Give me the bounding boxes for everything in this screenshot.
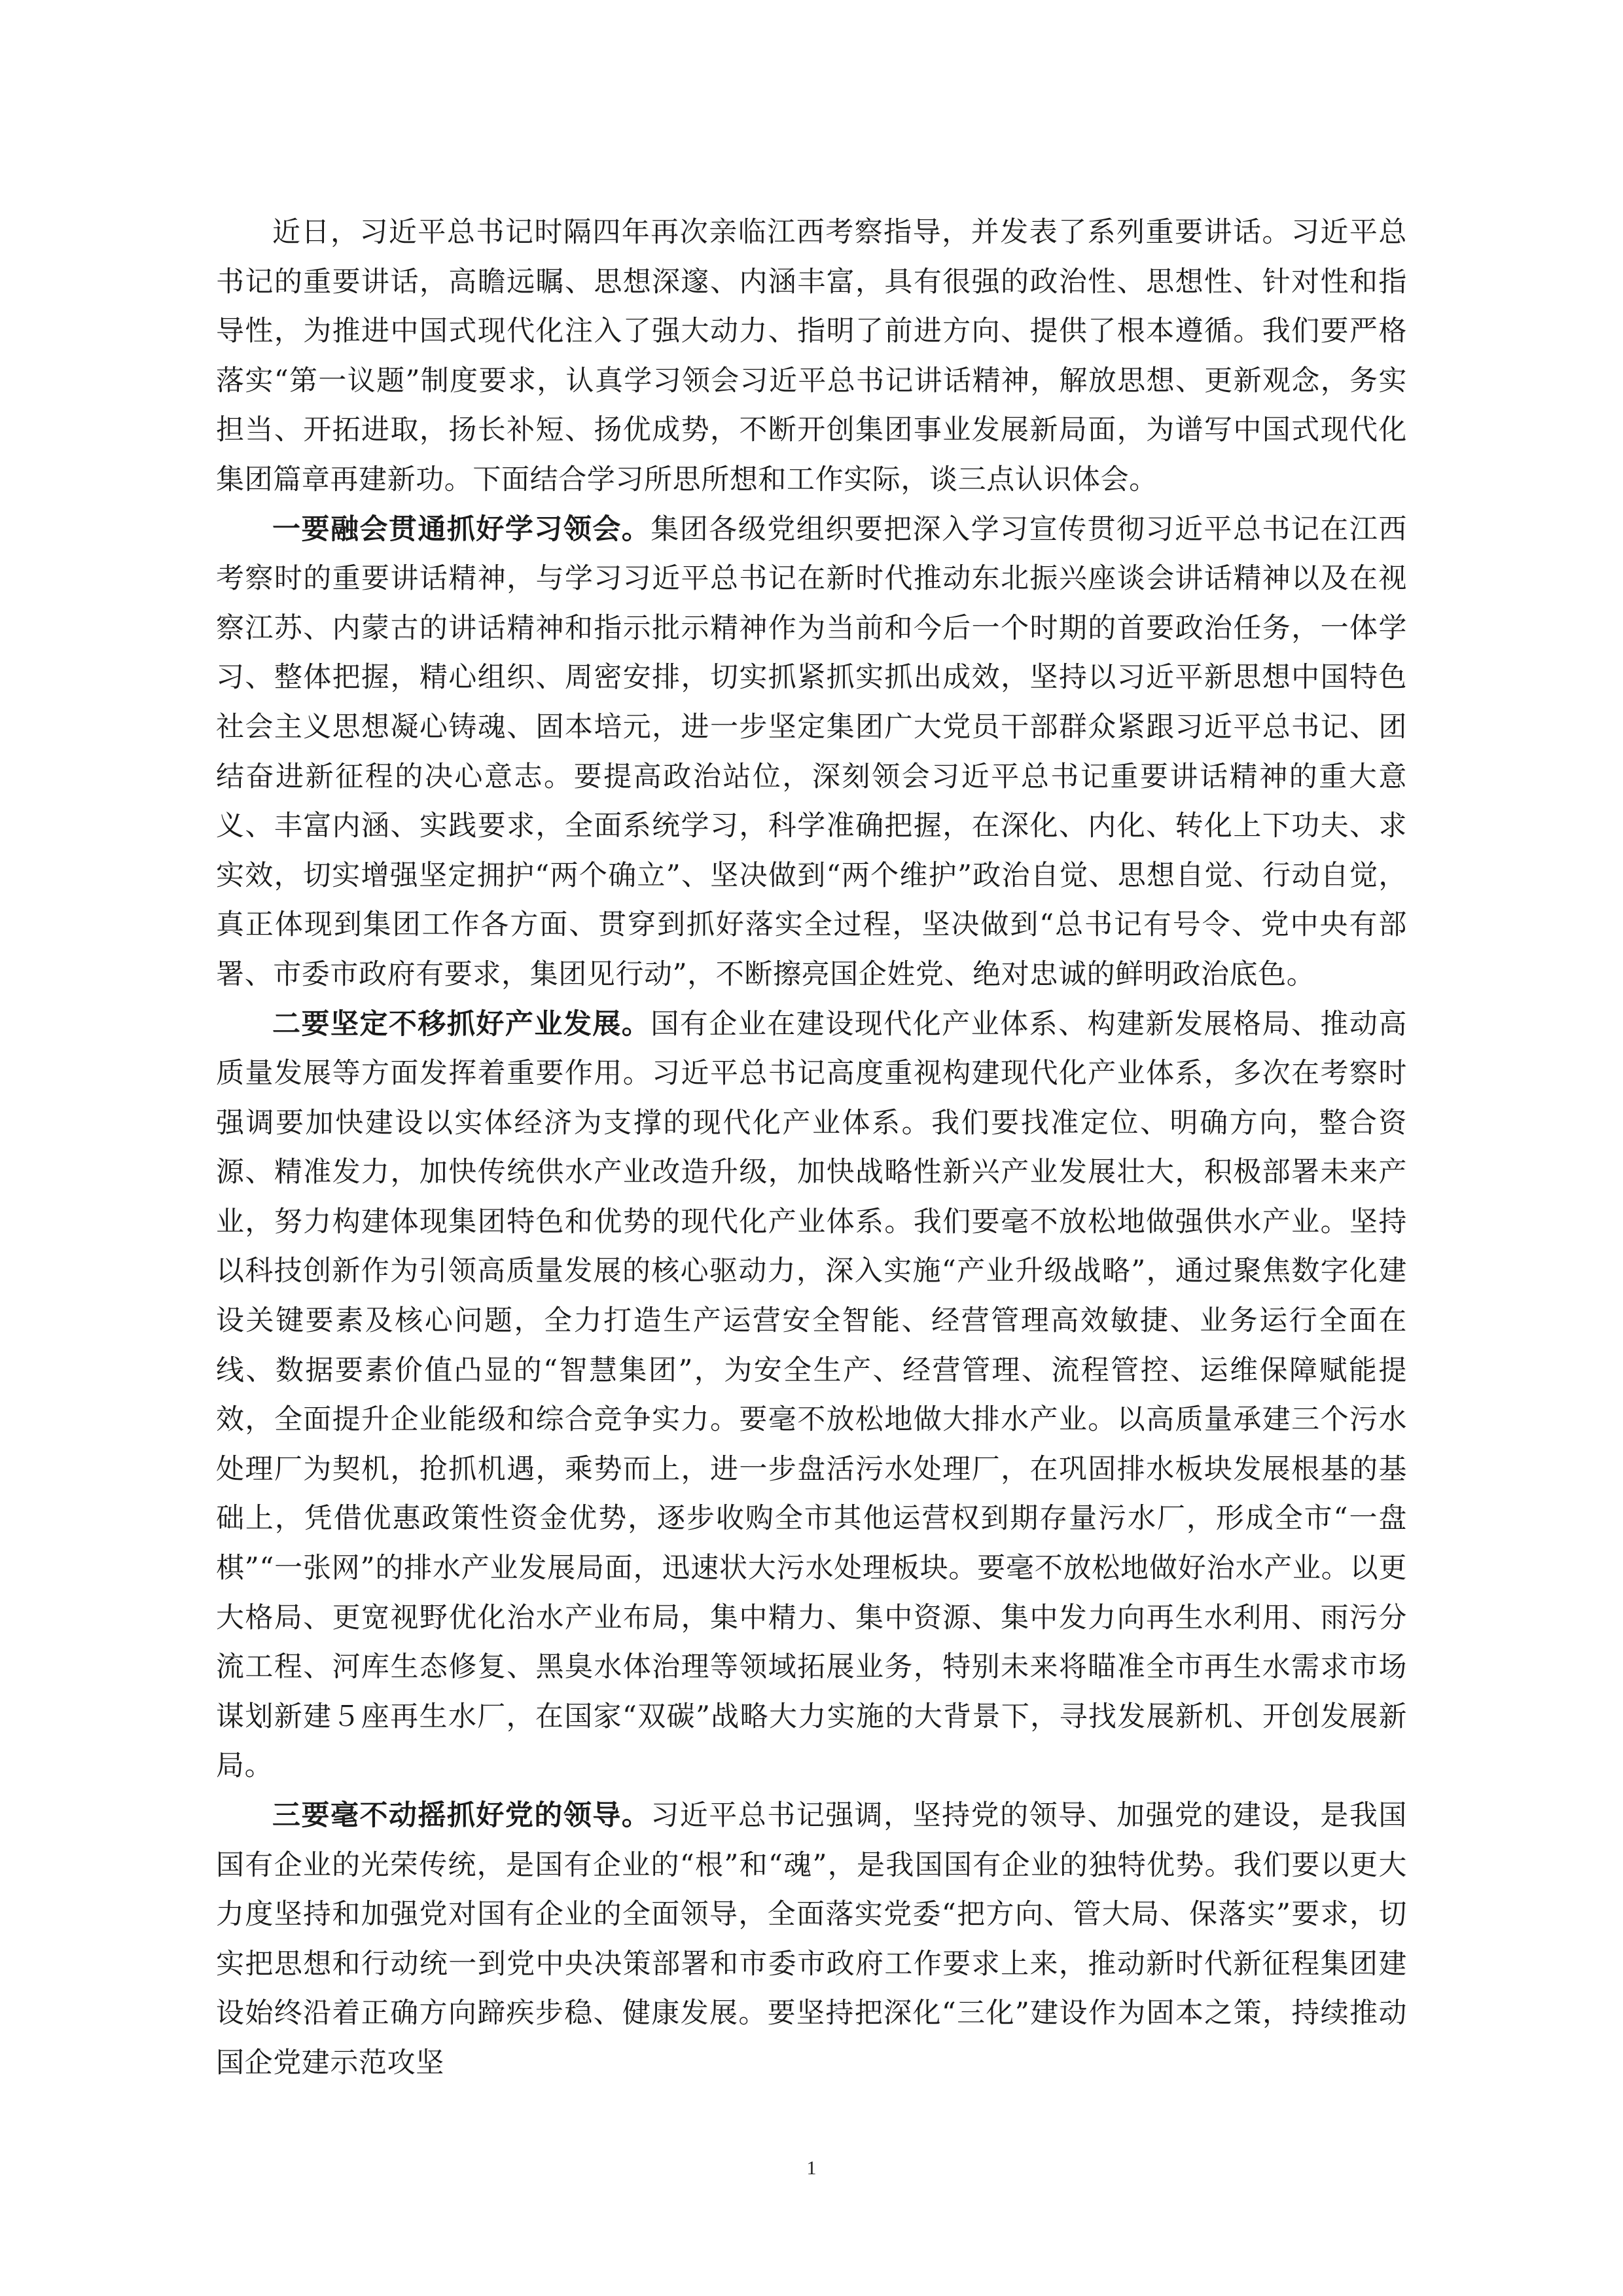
- paragraph-text: 近日，习近平总书记时隔四年再次亲临江西考察指导，并发表了系列重要讲话。习近平总书记的重要讲话，高瞻远瞩、思想深邃、内涵丰富，具有很强的政治性、思想性、针对性和指导性，为推进中国式现代化注入了强大动力、指明了前进方向、提供了根本遵循。我们要严格落实“第一议题”制度要求，认真学习领会习近平总书记讲话精神，解放思想、更新观念，务实担当、开拓进取，扬长补短、扬优成势，不断开创集团事业发展新局面，为谱写中国式现代化集团篇章再建新功。下面结合学习所思所想和工作实际，谈三点认识体会。: [216, 216, 1407, 496]
- paragraph-text: 国有企业在建设现代化产业体系、构建新发展格局、推动高质量发展等方面发挥着重要作用。习近平总书记高度重视构建现代化产业体系，多次在考察时强调要加快建设以实体经济为支撑的现代化产业体系。我们要找准定位、明确方向，整合资源、精准发力，加快传统供水产业改造升级，加快战略性新兴产业发展壮大，积极部署未来产业，努力构建体现集团特色和优势的现代化产业体系。我们要毫不放松地做强供水产业。坚持以科技创新作为引领高质量发展的核心驱动力，深入实施“产业升级战略”，通过聚焦数字化建设关键要素及核心问题，全力打造生产运营安全智能、经营管理高效敏捷、业务运行全面在线、数据要素价值凸显的“智慧集团”，为安全生产、经营管理、流程管控、运维保障赋能提效，全面提升企业能级和综合竞争实力。要毫不放松地做大排水产业。以高质量承建三个污水处理厂为契机，抢抓机遇，乘势而上，进一步盘活污水处理厂，在巩固排水板块发展根基的基础上，凭借优惠政策性资金优势，逐步收购全市其他运营权到期存量污水厂，形成全市“一盘棋”“一张网”的排水产业发展局面，迅速状大污水处理板块。要毫不放松地做好治水产业。以更大格局、更宽视野优化治水产业布局，集中精力、集中资源、集中发力向再生水利用、雨污分流工程、河库生态修复、黑臭水体治理等领域拓展业务，特别未来将瞄准全市再生水需求市场谋划新建５座再生水厂，在国家“双碳”战略大力实施的大背景下，寻找发展新机、开创发展新局。: [216, 1007, 1407, 1783]
- point-three-paragraph: [216, 1791, 1407, 2089]
- page-number: 1: [806, 2157, 817, 2179]
- intro-paragraph: [216, 208, 1407, 505]
- paragraph-lead: 一要融会贯通抓好学习领会。: [272, 512, 651, 546]
- point-two-paragraph: [216, 1000, 1407, 1792]
- document-body: [216, 208, 1407, 2089]
- paragraph-text: 习近平总书记强调，坚持党的领导、加强党的建设，是我国国有企业的光荣传统，是国有企业的“根”和“魂”，是我国国有企业的独特优势。我们要以更大力度坚持和加强党对国有企业的全面领导，全面落实党委“把方向、管大局、保落实”要求，切实把思想和行动统一到党中央决策部署和市委市政府工作要求上来，推动新时代新征程集团建设始终沿着正确方向蹄疾步稳、健康发展。要坚持把深化“三化”建设作为固本之策，持续推动国企党建示范攻坚: [216, 1799, 1407, 2079]
- paragraph-lead: 三要毫不动摇抓好党的领导。: [272, 1799, 651, 1832]
- paragraph-lead: 二要坚定不移抓好产业发展。: [272, 1007, 651, 1041]
- point-one-paragraph: [216, 505, 1407, 1000]
- paragraph-text: 集团各级党组织要把深入学习宣传贯彻习近平总书记在江西考察时的重要讲话精神，与学习习近平总书记在新时代推动东北振兴座谈会讲话精神以及在视察江苏、内蒙古的讲话精神和指示批示精神作为当前和今后一个时期的首要政治任务，一体学习、整体把握，精心组织、周密安排，切实抓紧抓实抓出成效，坚持以习近平新思想中国特色社会主义思想凝心铸魂、固本培元，进一步坚定集团广大党员干部群众紧跟习近平总书记、团结奋进新征程的决心意志。要提高政治站位，深刻领会习近平总书记重要讲话精神的重大意义、丰富内涵、实践要求，全面系统学习，科学准确把握，在深化、内化、转化上下功夫、求实效，切实增强坚定拥护“两个确立”、坚决做到“两个维护”政治自觉、思想自觉、行动自觉，真正体现到集团工作各方面、贯穿到抓好落实全过程，坚决做到“总书记有号令、党中央有部署、市委市政府有要求，集团见行动”，不断擦亮国企姓党、绝对忠诚的鲜明政治底色。: [216, 512, 1407, 991]
